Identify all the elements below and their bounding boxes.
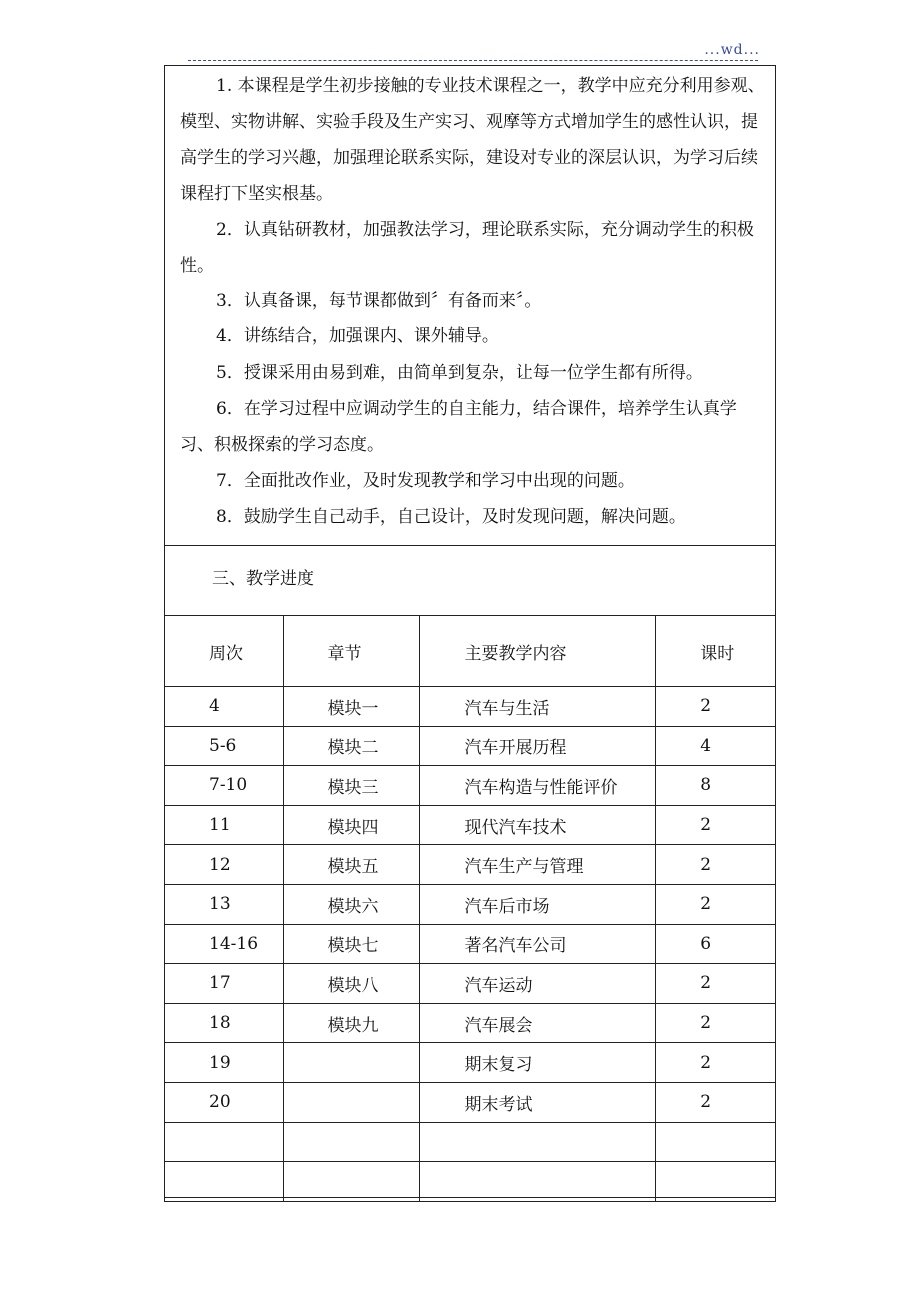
cell-chapter: 模块八 <box>283 964 420 1004</box>
table-row <box>165 1003 776 1043</box>
header-week: 周次 <box>165 616 284 687</box>
table-row <box>165 884 776 924</box>
section-title: 三、教学进度 <box>212 569 314 589</box>
table-row <box>165 924 776 964</box>
cell-week: 5-6 <box>165 726 284 766</box>
requirement-2: 2．认真钻研教材，加强教法学习，理论联系实际，充分调动学生的积极性。 <box>180 220 754 276</box>
cell-content: 汽车开展历程 <box>420 726 656 766</box>
header-content: 主要教学内容 <box>420 616 656 687</box>
cell-hours: 2 <box>656 1082 776 1122</box>
cell-chapter: 模块三 <box>283 766 420 806</box>
cell-chapter: 模块五 <box>283 845 420 885</box>
cell-chapter <box>283 1082 420 1122</box>
cell-hours: 4 <box>656 726 776 766</box>
cell-week <box>165 1162 284 1202</box>
cell-content: 期末复习 <box>420 1043 656 1083</box>
cell-hours: 2 <box>656 884 776 924</box>
cell-week: 11 <box>165 805 284 845</box>
cell-chapter: 模块七 <box>283 924 420 964</box>
header-mark: ...wd... <box>704 42 760 58</box>
requirement-4: 4．讲练结合，加强课内、课外辅导。 <box>216 326 499 346</box>
requirement-3: 3．认真备课，每节课都做到〞有备而来〞。 <box>216 291 542 311</box>
cell-chapter <box>283 1043 420 1083</box>
cell-hours: 2 <box>656 964 776 1004</box>
cell-week: 14-16 <box>165 924 284 964</box>
requirement-8: 8．鼓励学生自己动手，自己设计，及时发现问题，解决问题。 <box>216 507 686 527</box>
table-row <box>165 805 776 845</box>
cell-hours: 2 <box>656 845 776 885</box>
cell-content: 汽车运动 <box>420 964 656 1004</box>
table-row <box>165 845 776 885</box>
requirement-1: 1. 本课程是学生初步接触的专业技术课程之一，教学中应充分利用参观、模型、实物讲解、实验手段及生产实习、观摩等方式增加学生的感性认识，提高学生的学习兴趣，加强理论联系实际，建设对专业的深层认识，为学习后续课程打下坚实根基。 <box>180 76 765 204</box>
cell-content: 期末考试 <box>420 1082 656 1122</box>
cell-content: 著名汽车公司 <box>420 924 656 964</box>
cell-week: 12 <box>165 845 284 885</box>
cell-week: 18 <box>165 1003 284 1043</box>
cell-chapter: 模块六 <box>283 884 420 924</box>
cell-content: 汽车展会 <box>420 1003 656 1043</box>
table-row <box>165 766 776 806</box>
cell-chapter: 模块九 <box>283 1003 420 1043</box>
cell-chapter <box>283 1162 420 1202</box>
table-header-row <box>165 616 776 687</box>
table-row <box>165 1122 776 1162</box>
schedule-table <box>164 615 776 1202</box>
cell-chapter: 模块四 <box>283 805 420 845</box>
cell-hours: 2 <box>656 687 776 727</box>
table-row <box>165 1043 776 1083</box>
requirement-5: 5．授课采用由易到难，由简单到复杂，让每一位学生都有所得。 <box>216 363 703 383</box>
cell-hours <box>656 1162 776 1202</box>
table-row <box>165 726 776 766</box>
cell-content <box>420 1122 656 1162</box>
cell-week: 7-10 <box>165 766 284 806</box>
cell-content: 汽车后市场 <box>420 884 656 924</box>
cell-chapter: 模块一 <box>283 687 420 727</box>
cell-hours: 8 <box>656 766 776 806</box>
header-hours: 课时 <box>656 616 776 687</box>
cell-week: 13 <box>165 884 284 924</box>
cell-hours: 2 <box>656 805 776 845</box>
cell-week: 20 <box>165 1082 284 1122</box>
table-row <box>165 687 776 727</box>
cell-content: 汽车生产与管理 <box>420 845 656 885</box>
requirement-7: 7．全面批改作业，及时发现教学和学习中出现的问题。 <box>216 471 635 491</box>
cell-hours: 2 <box>656 1043 776 1083</box>
cell-hours <box>656 1122 776 1162</box>
cell-content: 汽车与生活 <box>420 687 656 727</box>
cell-chapter <box>283 1122 420 1162</box>
section-divider <box>164 545 776 546</box>
header-chapter: 章节 <box>283 616 420 687</box>
cell-content <box>420 1162 656 1202</box>
header-dashed-rule <box>188 60 758 61</box>
cell-week: 4 <box>165 687 284 727</box>
cell-content: 汽车构造与性能评价 <box>420 766 656 806</box>
cell-chapter: 模块二 <box>283 726 420 766</box>
table-row <box>165 964 776 1004</box>
cell-week: 19 <box>165 1043 284 1083</box>
cell-hours: 6 <box>656 924 776 964</box>
cell-week <box>165 1122 284 1162</box>
cell-hours: 2 <box>656 1003 776 1043</box>
requirement-6: 6．在学习过程中应调动学生的自主能力，结合课件，培养学生认真学习、积极探索的学习态度。 <box>180 399 737 455</box>
table-row <box>165 1162 776 1202</box>
table-row <box>165 1082 776 1122</box>
cell-content: 现代汽车技术 <box>420 805 656 845</box>
cell-week: 17 <box>165 964 284 1004</box>
